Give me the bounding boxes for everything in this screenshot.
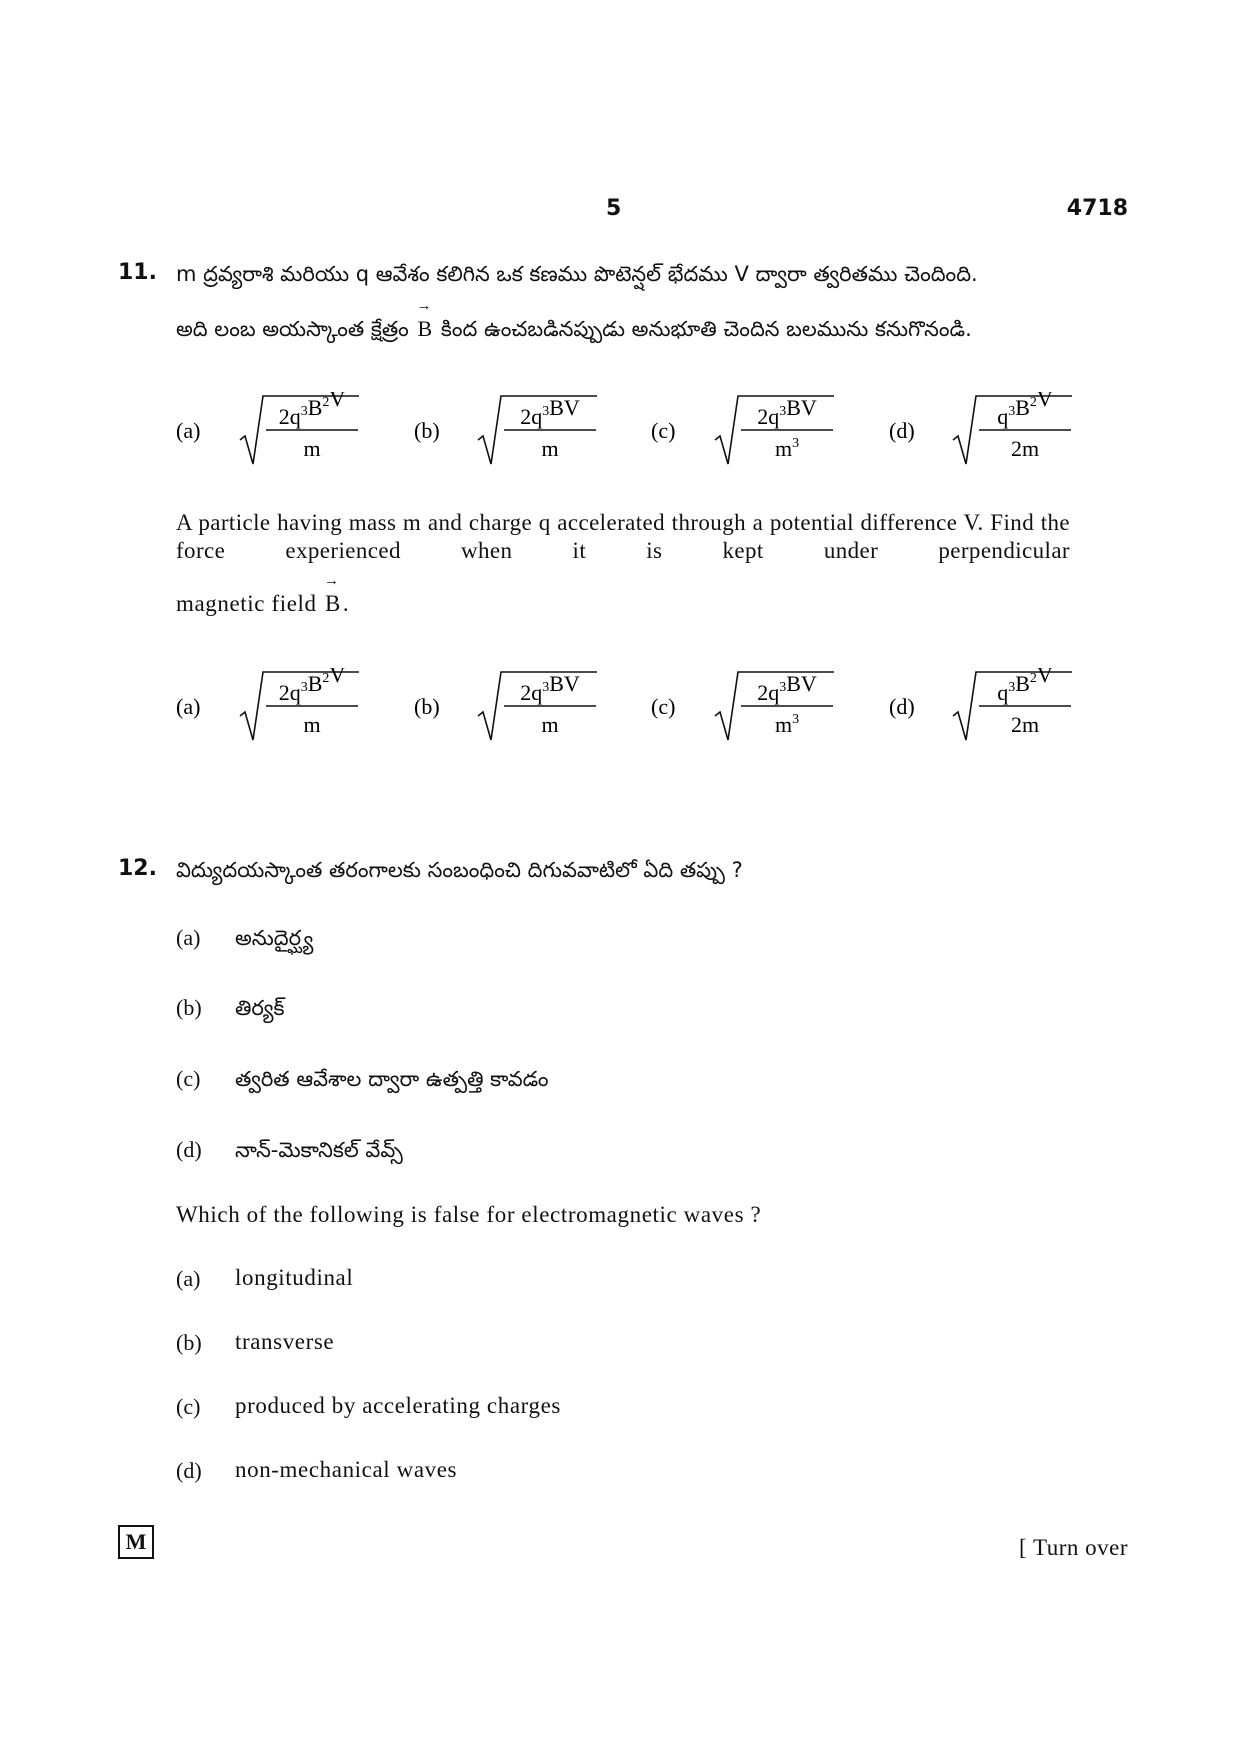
q11-english-vector-b: → B bbox=[323, 591, 343, 617]
q12-english-question: Which of the following is false for electromagnetic waves ? bbox=[176, 1202, 762, 1227]
q12-english-option-d: non-mechanical waves bbox=[235, 1457, 458, 1482]
paper-code: 4718 bbox=[1066, 196, 1128, 221]
q11-english-option-c-numerator: $2q^3BV$ bbox=[757, 671, 817, 705]
q11-english-option-d-numerator: $q^3B^2V$ bbox=[997, 668, 1053, 705]
q11-english-option-d-label: (d) bbox=[889, 694, 915, 719]
q11-english-option-b-numerator: $2q^3BV$ bbox=[520, 671, 580, 705]
q12-telugu-option-d-label: (d) bbox=[176, 1137, 202, 1162]
page-number: 5 bbox=[606, 196, 622, 221]
q12-english-option-b-label: (b) bbox=[176, 1330, 202, 1355]
q12-english-option-b: transverse bbox=[235, 1329, 335, 1354]
q11-telugu-line2-before: అది లంబ అయస్కాంత క్షేత్రం bbox=[176, 317, 409, 341]
q11-telugu-formula-row bbox=[176, 392, 1076, 472]
q11-english-option-b-label: (b) bbox=[414, 694, 440, 719]
q12-telugu-option-a: అనుదైర్ఘ్య bbox=[235, 926, 314, 950]
q11-english-option-c-label: (c) bbox=[651, 694, 676, 719]
q12-english-option-a: longitudinal bbox=[235, 1265, 354, 1290]
q12-english-option-c-label: (c) bbox=[176, 1394, 201, 1419]
q12-telugu-option-c: త్వరిత ఆవేశాల ద్వారా ఉత్పత్తి కావడం bbox=[235, 1067, 549, 1091]
q11-telugu-vector-b: → B bbox=[416, 316, 435, 342]
question-11-number: 11. bbox=[118, 260, 157, 285]
q11-english-option-a-denominator: m bbox=[303, 712, 321, 737]
q12-telugu-question: విద్యుదయస్కాంత తరంగాలకు సంబంధించి దిగువవాటిలో ఏది తప్పు ? bbox=[176, 858, 743, 882]
q11-english-option-d-denominator: 2m bbox=[1010, 712, 1040, 737]
q11-english-option-c-denominator: $m^3$ bbox=[774, 712, 800, 737]
q11-english-paragraph: A particle having mass m and charge q accelerated through a potential difference V. Find the force experienced when it is kept under perpendicular bbox=[176, 510, 1070, 563]
q12-english-option-c: produced by accelerating charges bbox=[235, 1393, 561, 1418]
q11-english-line3 bbox=[176, 591, 349, 617]
q12-telugu-option-a-label: (a) bbox=[176, 925, 201, 950]
q11-telugu-option-a-denominator: m bbox=[303, 436, 321, 461]
q11-options-telugu bbox=[176, 392, 1076, 472]
q11-telugu-option-b-label: (b) bbox=[414, 418, 440, 443]
q11-telugu-option-c-label: (c) bbox=[651, 418, 676, 443]
q11-telugu-option-c-numerator: $2q^3BV$ bbox=[757, 395, 817, 429]
q11-telugu-option-c-denominator: $m^3$ bbox=[774, 436, 800, 461]
q11-telugu-option-b-numerator: $2q^3BV$ bbox=[520, 395, 580, 429]
q11-english-line3-before: magnetic field bbox=[176, 591, 317, 616]
q11-telugu-option-d-numerator: $q^3B^2V$ bbox=[997, 392, 1053, 429]
question-12-number: 12. bbox=[118, 856, 157, 881]
q11-telugu-option-a-label: (a) bbox=[176, 418, 201, 443]
q12-english-option-d-label: (d) bbox=[176, 1458, 202, 1483]
q11-english-option-b-denominator: m bbox=[541, 712, 559, 737]
q11-english-formula-row bbox=[176, 668, 1076, 748]
q12-telugu-option-b-label: (b) bbox=[176, 995, 202, 1020]
q11-telugu-option-d-denominator: 2m bbox=[1010, 436, 1040, 461]
set-code-box: M bbox=[118, 1525, 154, 1559]
turn-over-note: [ Turn over bbox=[1018, 1535, 1128, 1560]
q11-english-line3-after: . bbox=[342, 591, 350, 616]
q12-telugu-option-d: నాన్-మెకానికల్ వేవ్స్ bbox=[235, 1138, 403, 1162]
q11-telugu-line2 bbox=[176, 316, 972, 347]
q11-english-option-a-label: (a) bbox=[176, 694, 201, 719]
q11-options-english bbox=[176, 668, 1076, 748]
q11-telugu-option-b-denominator: m bbox=[541, 436, 559, 461]
q11-telugu-option-a-numerator: $2q^3B^2V$ bbox=[278, 392, 346, 429]
q11-telugu-line1: m ద్రవ్యరాశి మరియు q ఆవేశం కలిగిన ఒక కణము పొటెన్షల్ భేదము V ద్వారా త్వరితము చెందింది. bbox=[176, 262, 978, 286]
q11-english-option-a-numerator: $2q^3B^2V$ bbox=[278, 668, 346, 705]
q12-telugu-option-b: తిర్యక్ bbox=[235, 996, 285, 1020]
q12-english-option-a-label: (a) bbox=[176, 1266, 201, 1291]
q11-telugu-line2-after: కింద ఉంచబడినప్పుడు అనుభూతి చెందిన బలమును కనుగొనండి. bbox=[440, 317, 972, 341]
q12-telugu-option-c-label: (c) bbox=[176, 1066, 201, 1091]
q11-telugu-option-d-label: (d) bbox=[889, 418, 915, 443]
